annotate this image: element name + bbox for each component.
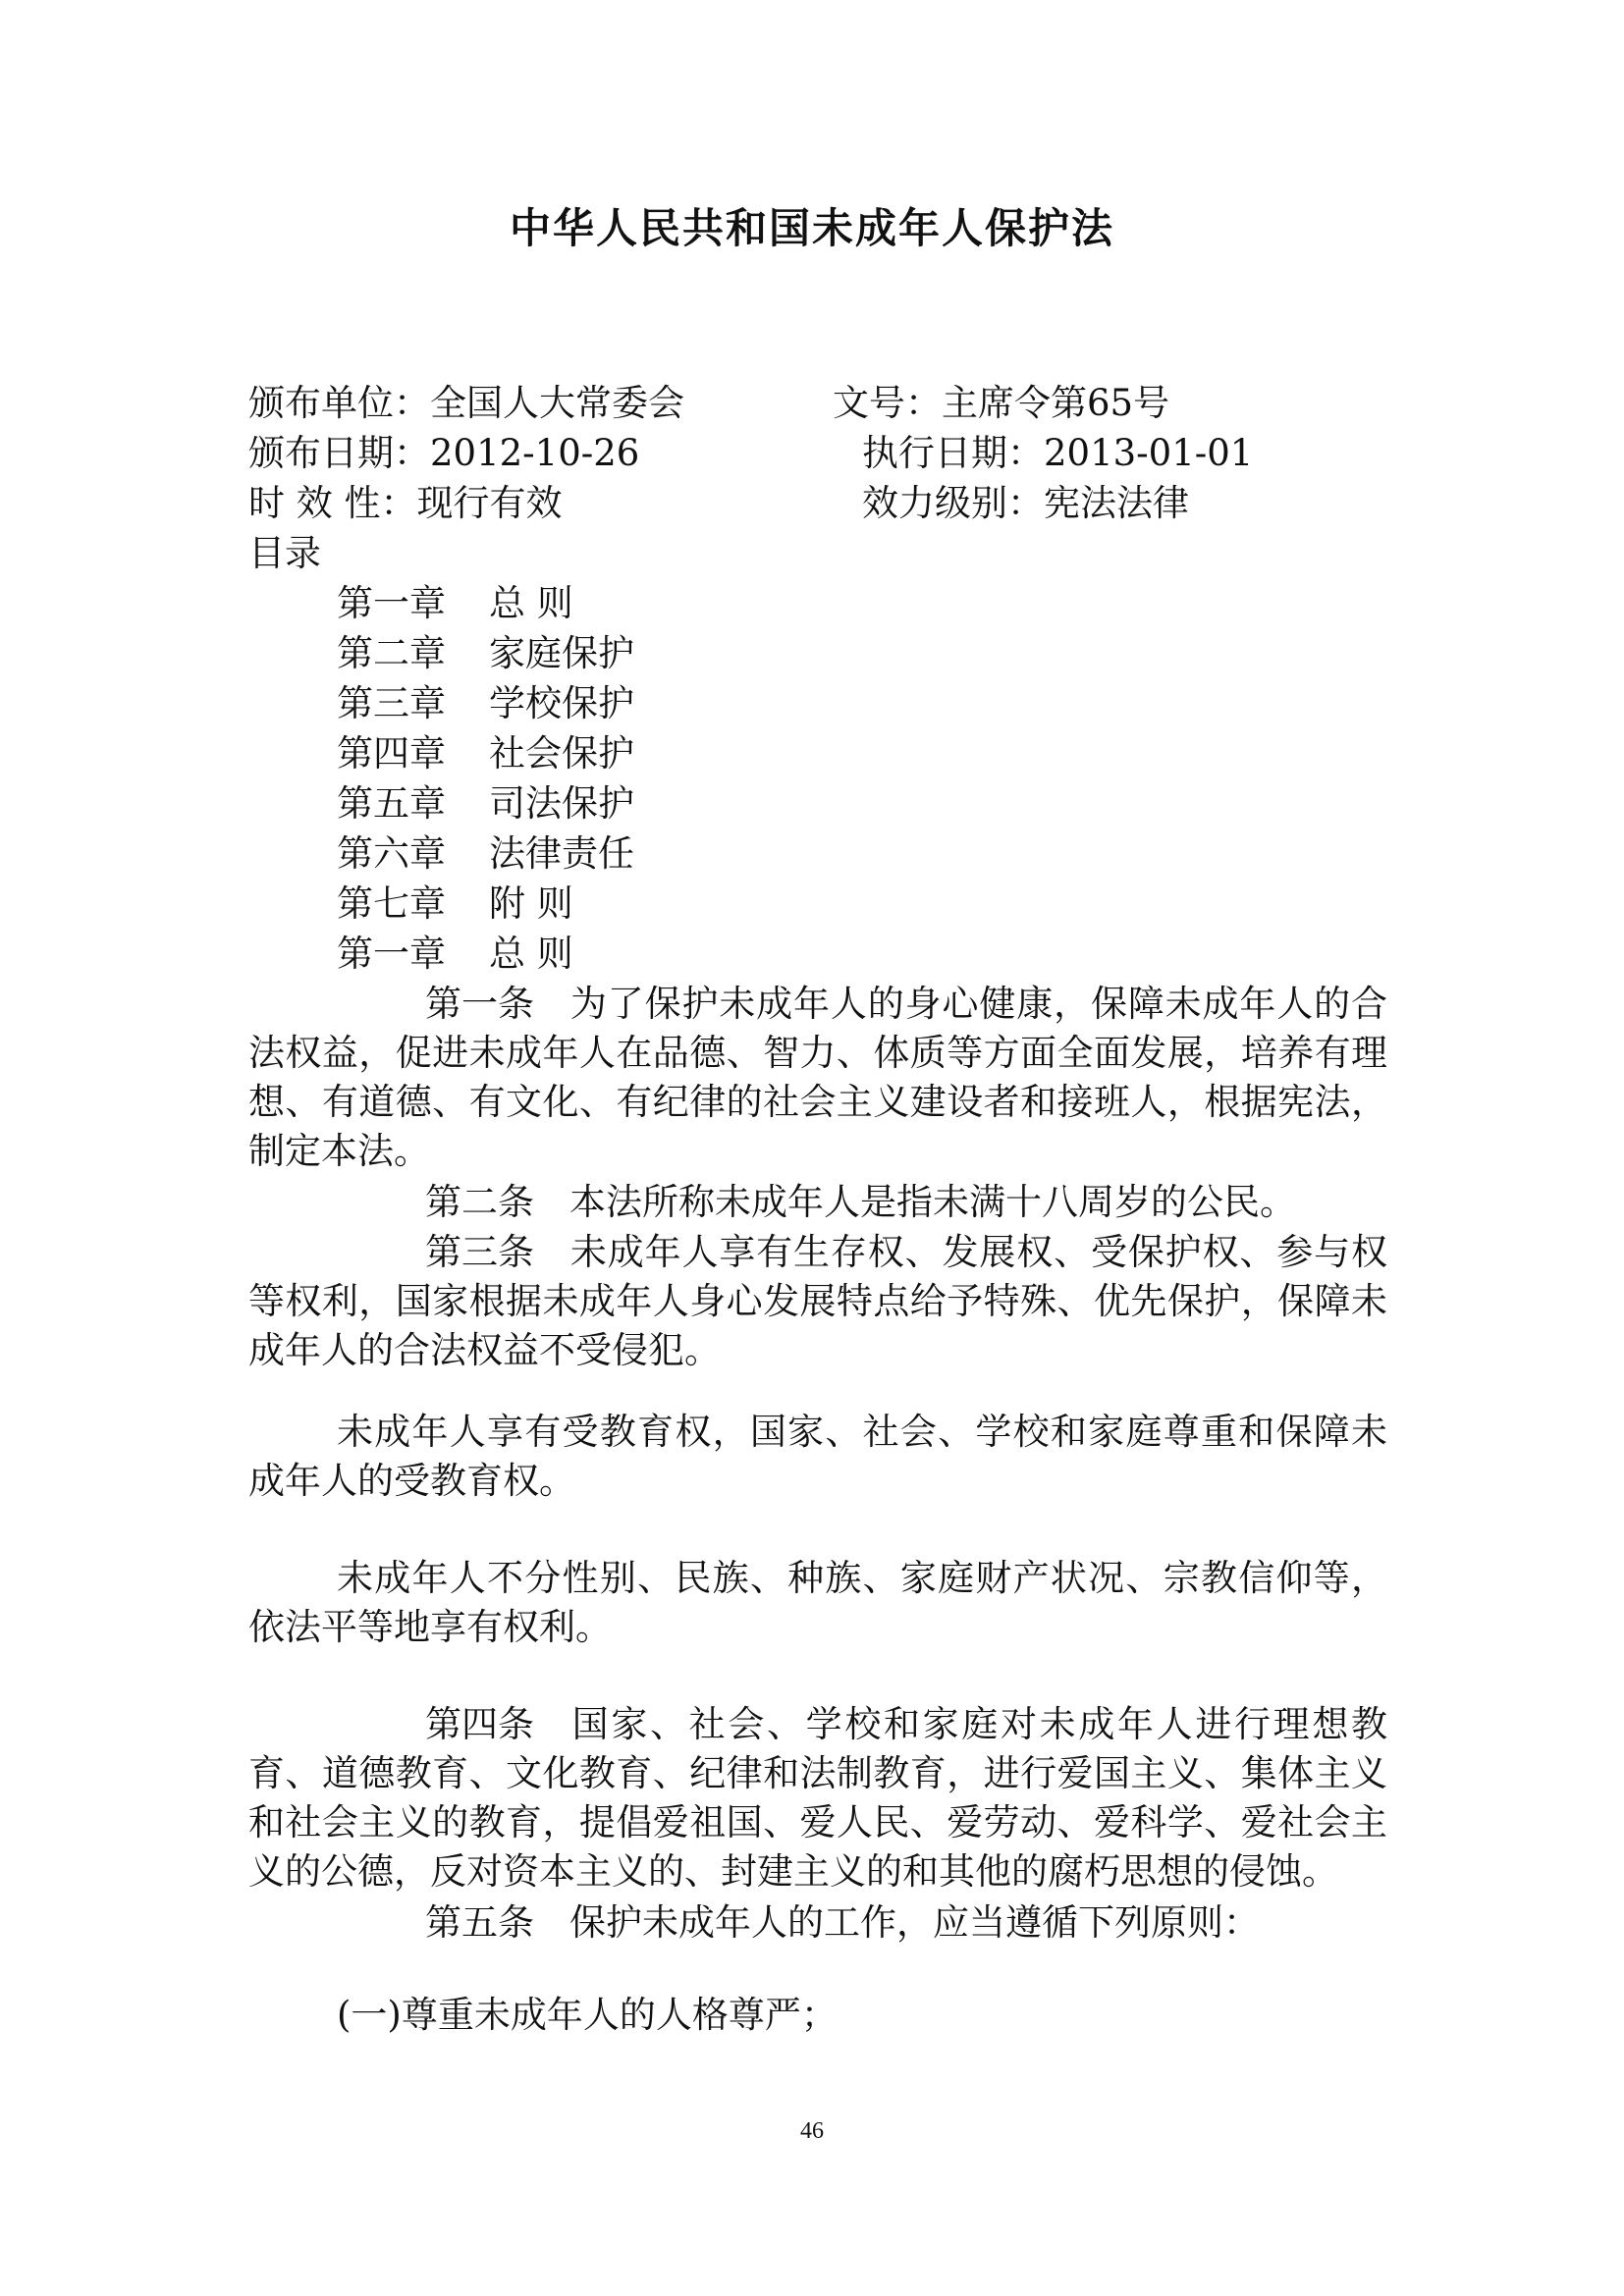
toc-item-number: 第六章 (337, 832, 446, 875)
article-text: 保护未成年人的工作，应当遵循下列原则： (569, 1901, 1260, 1944)
doc-number-label: 文号： (833, 382, 942, 424)
validity-label: 时 效 性： (248, 482, 417, 524)
issuer-line (248, 379, 684, 428)
chapter-title: 总 则 (489, 933, 573, 975)
article-number: 第二条 (425, 1181, 534, 1223)
article-2 (248, 1178, 1387, 1227)
validity-line (248, 479, 563, 528)
toc-item-number: 第五章 (337, 782, 446, 825)
toc-item-title: 学校保护 (489, 682, 634, 724)
level-line (862, 479, 1189, 528)
toc-item-title: 家庭保护 (489, 632, 634, 674)
article-3 (248, 1228, 1387, 1375)
issuer-value: 全国人大常委会 (430, 382, 684, 424)
toc-item-title: 司法保护 (489, 782, 634, 825)
article-number: 第一条 (425, 983, 534, 1025)
article-1 (248, 980, 1387, 1176)
level-value: 宪法法律 (1044, 482, 1189, 524)
toc-item[interactable] (337, 829, 634, 879)
article-text: 为了保护未成年人的身心健康，保障未成年人的合法权益，促进未成年人在品德、智力、体质等方面全面发展，培养有理想、有道德、有文化、有纪律的社会主义建设者和接班人，根据宪法，制定本法。 (248, 983, 1387, 1172)
article-5-item-1: (一)尊重未成年人的人格尊严； (337, 1994, 838, 2036)
document-title: 中华人民共和国未成年人保护法 (509, 204, 1114, 252)
issue-date-label: 颁布日期： (248, 432, 430, 474)
toc-item[interactable] (337, 629, 634, 678)
article-text: 未成年人享有生存权、发展权、受保护权、参与权等权利，国家根据未成年人身心发展特点给予特殊、优先保护，保障未成年人的合法权益不受侵犯。 (248, 1231, 1387, 1371)
chapter-number: 第一章 (337, 933, 446, 975)
toc-item[interactable] (337, 679, 634, 728)
article-3-paragraph-2: 未成年人享有受教育权，国家、社会、学校和家庭尊重和保障未成年人的受教育权。 (248, 1411, 1387, 1502)
exec-date-label: 执行日期： (862, 432, 1044, 474)
toc-item[interactable] (337, 579, 573, 628)
issue-date-line (248, 429, 639, 478)
toc-item-title: 社会保护 (489, 732, 634, 774)
toc-item-number: 第七章 (337, 882, 446, 925)
exec-date-line (862, 429, 1253, 478)
exec-date-value: 2013-01-01 (1044, 432, 1254, 474)
article-number: 第四条 (425, 1703, 534, 1745)
toc-item[interactable] (337, 729, 634, 778)
issuer-label: 颁布单位： (248, 382, 430, 424)
validity-value: 现行有效 (416, 482, 563, 524)
doc-number-value: 主席令第65号 (942, 382, 1170, 424)
toc-item-number: 第四章 (337, 732, 446, 774)
article-number: 第五条 (425, 1901, 534, 1944)
issue-date-value: 2012-10-26 (430, 432, 640, 474)
toc-item[interactable] (337, 880, 573, 929)
article-3-paragraph-3: 未成年人不分性别、民族、种族、家庭财产状况、宗教信仰等，依法平等地享有权利。 (248, 1557, 1387, 1648)
level-label: 效力级别： (862, 482, 1044, 524)
toc-item-title: 法律责任 (489, 832, 634, 875)
toc-item-title: 总 则 (489, 582, 573, 624)
toc-item[interactable] (337, 779, 634, 828)
toc-item-number: 第二章 (337, 632, 446, 674)
article-text: 本法所称未成年人是指未满十八周岁的公民。 (569, 1181, 1296, 1223)
article-text: 国家、社会、学校和家庭对未成年人进行理想教育、道德教育、文化教育、纪律和法制教育，进行爱国主义、集体主义和社会主义的教育，提倡爱祖国、爱人民、爱劳动、爱科学、爱社会主义的公德，反对资本主义的、封建主义的和其他的腐朽思想的侵蚀。 (248, 1703, 1387, 1893)
article-4 (248, 1700, 1387, 1896)
toc-item-title: 附 则 (489, 882, 573, 925)
chapter-heading (337, 930, 573, 979)
toc-item-number: 第一章 (337, 582, 446, 624)
article-5 (248, 1898, 1387, 1948)
doc-number-line (833, 379, 1169, 428)
page-number: 46 (800, 2118, 824, 2144)
toc-heading: 目录 (248, 532, 321, 574)
toc-item-number: 第三章 (337, 682, 446, 724)
article-number: 第三条 (425, 1231, 534, 1273)
